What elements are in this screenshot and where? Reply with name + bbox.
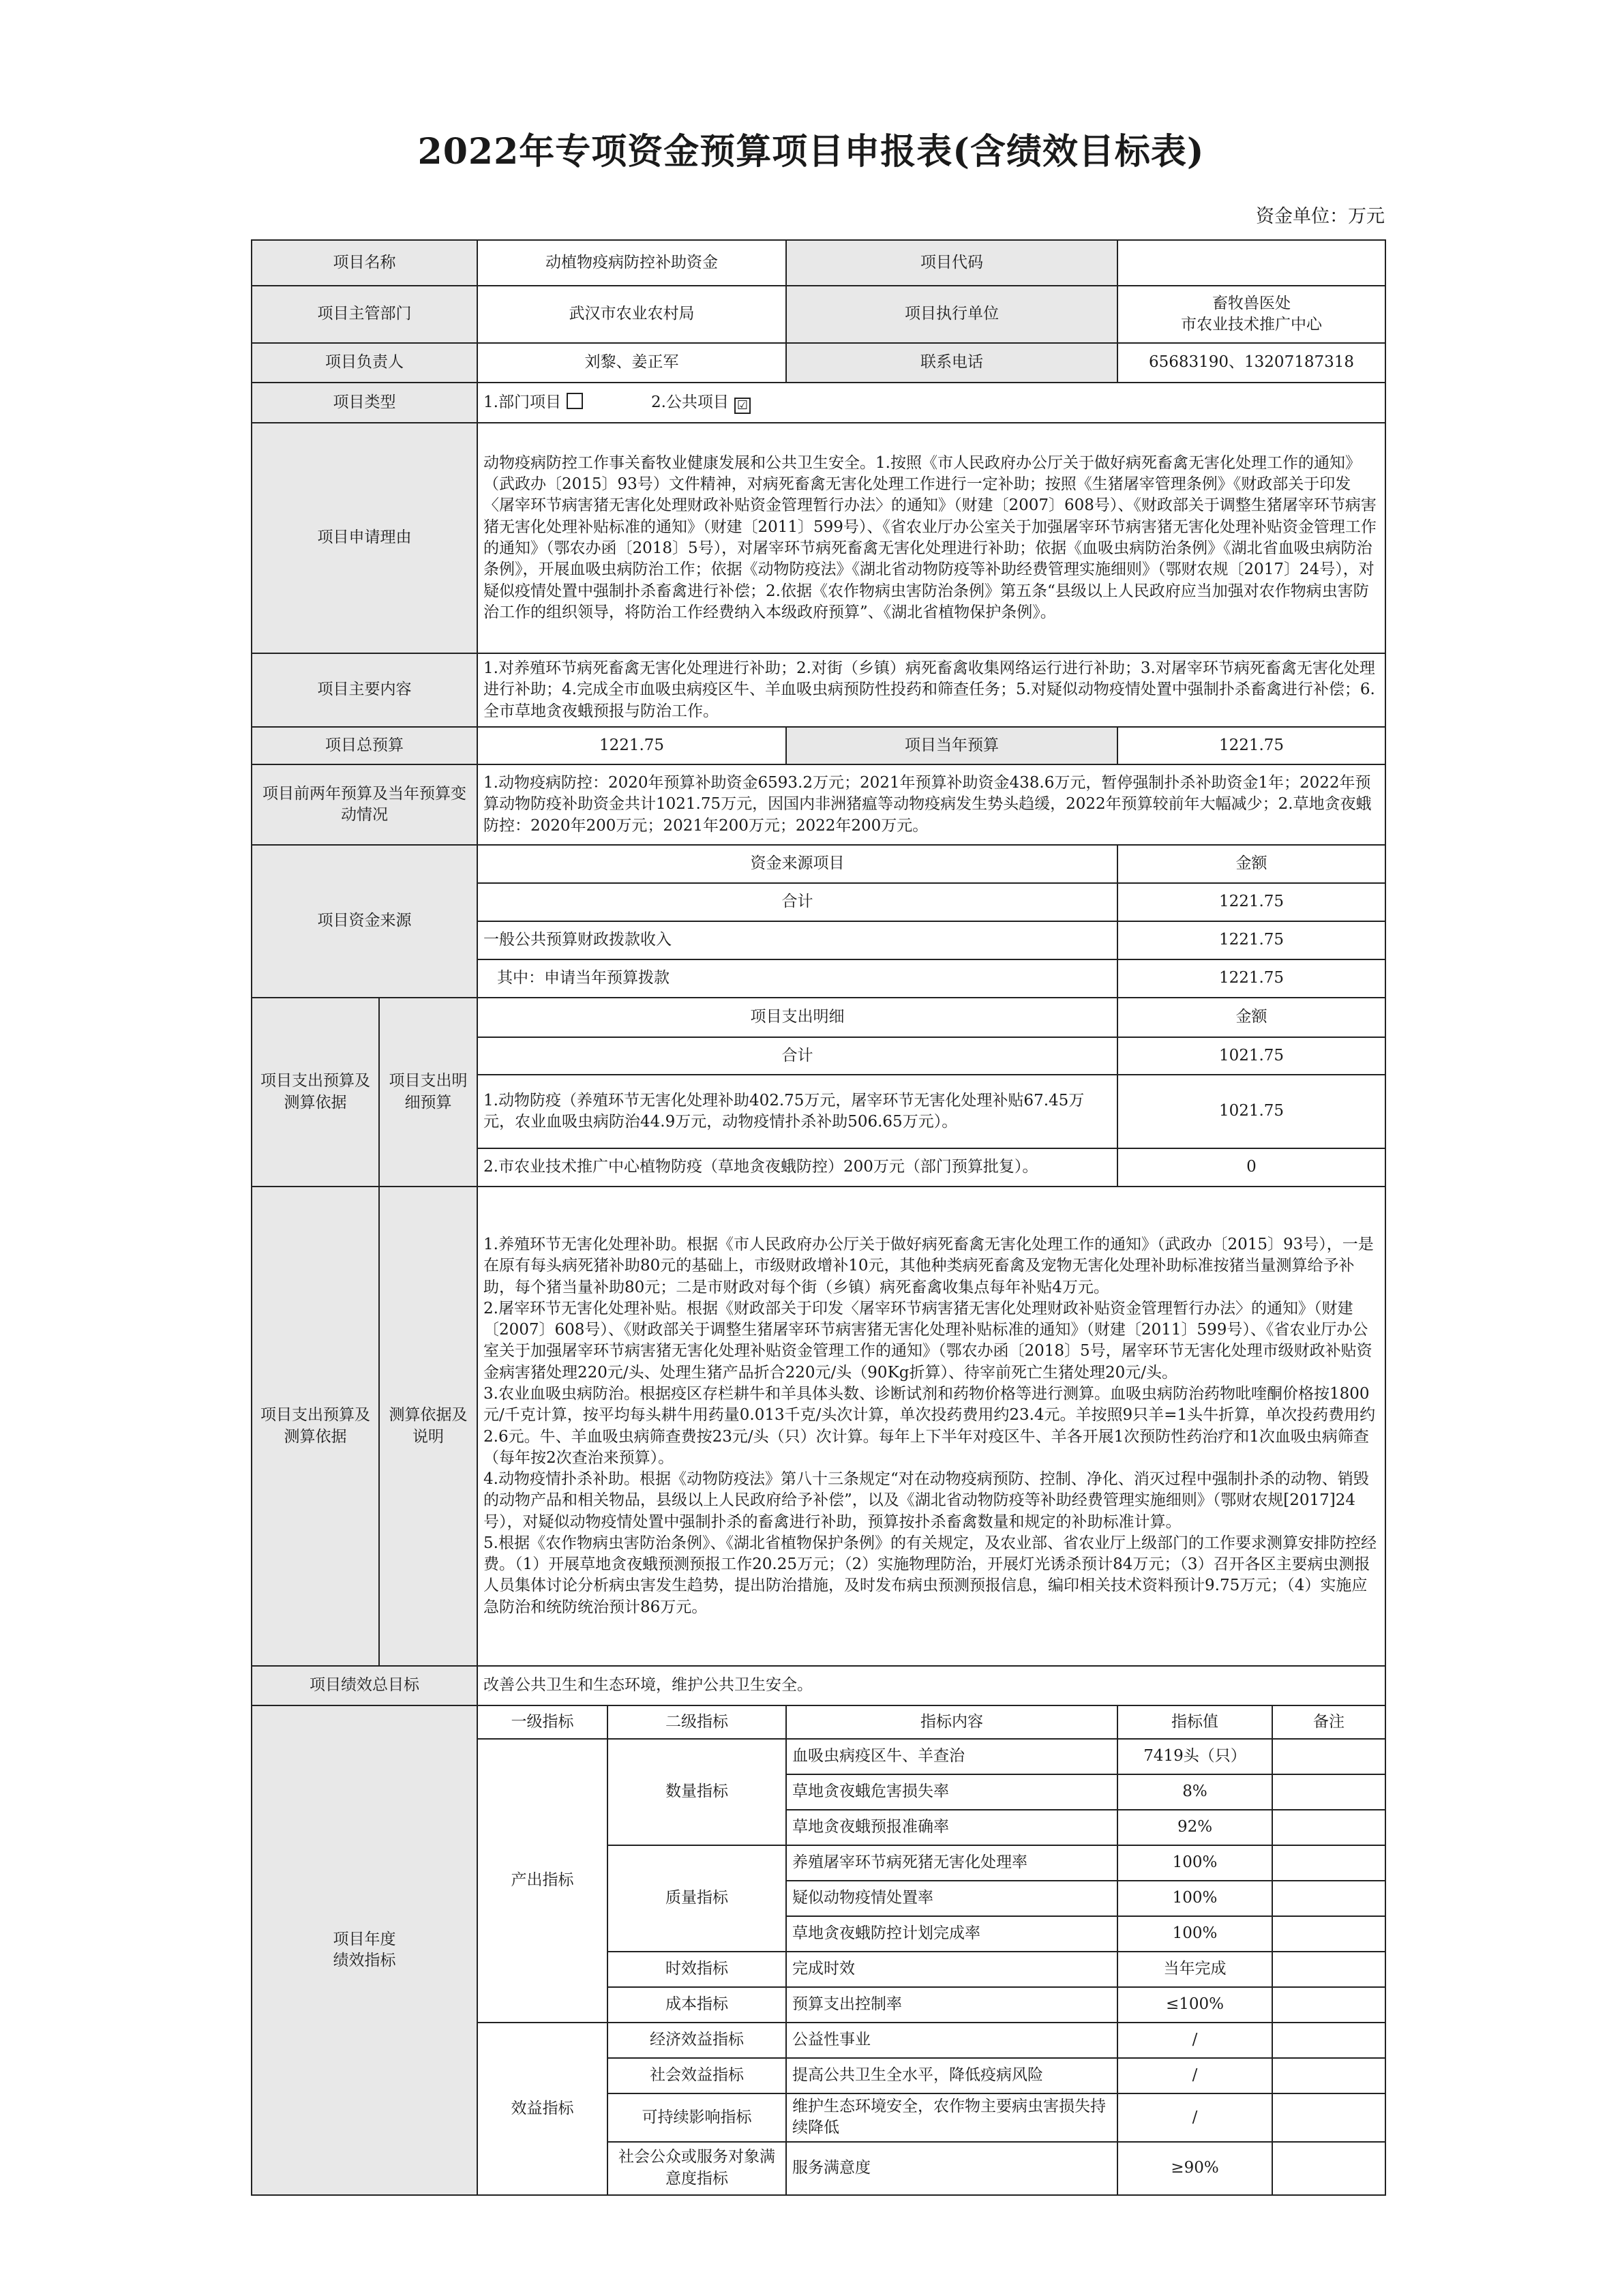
exec-unit-line-2: 市农业技术推广中心 bbox=[1181, 316, 1322, 333]
change-label: 项目前两年预算及当年预算变动情况 bbox=[252, 764, 477, 845]
expense-col-header: 项目支出明细 bbox=[477, 998, 1117, 1037]
indicator-remark bbox=[1272, 1952, 1385, 1987]
indicator-remark bbox=[1272, 2142, 1385, 2195]
public-checkbox[interactable]: ☑ bbox=[734, 398, 751, 414]
perf-label-line-1: 项目年度 bbox=[333, 1930, 396, 1948]
indicator-content: 完成时效 bbox=[786, 1952, 1117, 1987]
type-option-department: 1.部门项目 bbox=[483, 393, 561, 411]
type-option-public: 2.公共项目 bbox=[650, 393, 729, 411]
indicator-value: 100% bbox=[1117, 1845, 1272, 1881]
indicator-remark bbox=[1272, 1739, 1385, 1774]
exec-unit-line-1: 畜牧兽医处 bbox=[1212, 294, 1291, 312]
change-text: 1.动物疫病防控：2020年预算补助资金6593.2万元；2021年预算补助资金438.6万元，暂停强制扑杀补助资金1年；2022年预算动物防疫补助资金共计1021.75万元，因国内非洲猪瘟等动物疫病发生势头趋缓，2022年预算较前年大幅减少；2.草地贪夜蛾防控：2020年200万元；2021年200万元；2022年200万元。 bbox=[477, 764, 1385, 845]
indicator-value: 100% bbox=[1117, 1881, 1272, 1916]
indicator-remark bbox=[1272, 2093, 1385, 2142]
project-name-value: 动植物疫病防控补助资金 bbox=[477, 240, 786, 286]
type-label: 项目类型 bbox=[252, 383, 477, 423]
econ-indicator-label: 经济效益指标 bbox=[607, 2023, 786, 2058]
perf-header-level2: 二级指标 bbox=[607, 1705, 786, 1739]
dept-value: 武汉市农业农村局 bbox=[477, 286, 786, 343]
indicator-remark bbox=[1272, 1881, 1385, 1916]
output-indicator-label: 产出指标 bbox=[477, 1739, 607, 2023]
basis-text bbox=[477, 1187, 1385, 1666]
expense-detail-label: 项目支出明细预算 bbox=[379, 998, 477, 1187]
basis-paragraph: 5.根据《农作物病虫害防治条例》、《湖北省植物保护条例》的有关规定，及农业部、省农业厅上级部门的工作要求测算安排防控经费。（1）开展草地贪夜蛾预测预报工作20.25万元；（2）实施物理防治，开展灯光诱杀预计84万元；（3）召开各区主要病虫测报人员集体讨论分析病虫害发生趋势，提出防治措施，及时发布病虫预测预报信息，编印相关技术资料预计9.75万元；（4）实施应急防治和统防统治预计86万元。 bbox=[483, 1534, 1377, 1616]
project-code-label: 项目代码 bbox=[786, 240, 1117, 286]
perf-header-level1: 一级指标 bbox=[477, 1705, 607, 1739]
goal-label: 项目绩效总目标 bbox=[252, 1666, 477, 1705]
basis-paragraph: 1.养殖环节无害化处理补助。根据《市人民政府办公厅关于做好病死畜禽无害化处理工作的通知》（武政办〔2015〕93号），一是在原有每头病死猪补助80元的基础上，市级财政增补10元，其他种类病死畜禽及宠物无害化处理补助标准按猪当量测算给予补助，每个猪当量补助80元；二是市财政对每个街（乡镇）病死畜禽收集点每年补贴4万元。 bbox=[483, 1236, 1374, 1296]
expense-amount-header: 金额 bbox=[1117, 998, 1385, 1037]
basis-paragraph: 4.动物疫情扑杀补助。根据《动物防疫法》第八十三条规定“对在动物疫病预防、控制、净化、消灭过程中强制扑杀的动物、销毁的动物产品和相关物品，县级以上人民政府给予补偿”，以及《湖北省动物防疫等补助经费管理实施细则》（鄂财农规[2017]24号），对疑似动物疫情处置中强制扑杀的畜禽进行补助，预算按扑杀畜禽数量和规定的补助标准计算。 bbox=[483, 1470, 1369, 1531]
source-row-amount: 1221.75 bbox=[1117, 959, 1385, 998]
indicator-content: 预算支出控制率 bbox=[786, 1987, 1117, 2023]
source-row-amount: 1221.75 bbox=[1117, 921, 1385, 959]
page-title: 2022年专项资金预算项目申报表(含绩效目标表) bbox=[417, 131, 1205, 173]
time-indicator-label: 时效指标 bbox=[607, 1952, 786, 1987]
source-col-header: 资金来源项目 bbox=[477, 845, 1117, 883]
indicator-content: 血吸虫病疫区牛、羊查治 bbox=[786, 1739, 1117, 1774]
reason-text: 动物疫病防控工作事关畜牧业健康发展和公共卫生安全。1.按照《市人民政府办公厅关于做好病死畜禽无害化处理工作的通知》（武政办〔2015〕93号）文件精神，对病死畜禽无害化处理工作进行一定补助；按照《生猪屠宰管理条例》《财政部关于印发〈屠宰环节病害猪无害化处理财政补贴资金管理暂行办法〉的通知》（财建〔2007〕608号）、《财政部关于调整生猪屠宰环节病害猪无害化处理补贴标准的通知》（财建〔2011〕599号）、《省农业厅办公室关于加强屠宰环节病害猪无害化处理补贴资金管理工作的通知》（鄂农办函〔2018〕5号），对屠宰环节病死畜禽无害化处理进行补助；依据《血吸虫病防治条例》《湖北省血吸虫病防治条例》，开展血吸虫病防治工作；依据《动物防疫法》《湖北省动物防疫等补助经费管理实施细则》（鄂财农规〔2017〕24号），对疑似疫情处置中强制扑杀畜禽进行补偿；2.依据《农作物病虫害防治条例》第五条“县级以上人民政府应当加强对农作物病虫害防治工作的组织领导，将防治工作经费纳入本级政府预算”、《湖北省植物保护条例》。 bbox=[477, 423, 1385, 653]
indicator-value: / bbox=[1117, 2058, 1272, 2093]
indicator-value: / bbox=[1117, 2093, 1272, 2142]
total-budget-label: 项目总预算 bbox=[252, 727, 477, 764]
expense-row-name: 2.市农业技术推广中心植物防疫（草地贪夜蛾防控）200万元（部门预算批复）。 bbox=[477, 1148, 1117, 1187]
source-amount-header: 金额 bbox=[1117, 845, 1385, 883]
content-text: 1.对养殖环节病死畜禽无害化处理进行补助；2.对街（乡镇）病死畜禽收集网络运行进行补助；3.对屠宰环节病死畜禽无害化处理进行补助；4.完成全市血吸虫病疫区牛、羊血吸虫病预防性投药和筛查任务；5.对疑似动物疫情处置中强制扑杀畜禽进行补偿；6.全市草地贪夜蛾预报与防治工作。 bbox=[477, 653, 1385, 727]
exec-unit-value bbox=[1117, 286, 1385, 343]
indicator-content: 公益性事业 bbox=[786, 2023, 1117, 2058]
indicator-content: 提高公共卫生全水平，降低疫病风险 bbox=[786, 2058, 1117, 2093]
basis-paragraph: 3.农业血吸虫病防治。根据疫区存栏耕牛和羊具体头数、诊断试剂和药物价格等进行测算。血吸虫病防治药物吡喹酮价格按1800元/千克计算，按平均每头耕牛用药量0.013千克/头次计算，单次投药费用约23.4元。羊按照9只羊=1头牛折算，单次投药费用约2.6元。牛、羊血吸虫病筛查费按23元/头（只）次计算。每年上下半年对疫区牛、羊各开展1次预防性药治疗和1次血吸虫病筛查（每年按2次查治来预算）。 bbox=[483, 1384, 1376, 1467]
dept-label: 项目主管部门 bbox=[252, 286, 477, 343]
indicator-value: 7419头（只） bbox=[1117, 1739, 1272, 1774]
indicator-content: 维护生态环境安全，农作物主要病虫害损失持续降低 bbox=[786, 2093, 1117, 2142]
indicator-value: / bbox=[1117, 2023, 1272, 2058]
basis-paragraph: 2.屠宰环节无害化处理补贴。根据《财政部关于印发〈屠宰环节病害猪无害化处理财政补贴资金管理暂行办法〉的通知》（财建〔2007〕608号）、《财政部关于调整生猪屠宰环节病害猪无害化处理补贴标准的通知》（财建〔2011〕599号）、《省农业厅办公室关于加强屠宰环节病害猪无害化处理补贴资金管理工作的通知》（鄂农办函〔2018〕5号，屠宰环节无害化处理市级财政补贴资金病害猪处理220元/头、处理生猪产品折合220元/头（90Kg折算）、待宰前死亡生猪处理20元/头。 bbox=[483, 1299, 1372, 1382]
indicator-content: 疑似动物疫情处置率 bbox=[786, 1881, 1117, 1916]
department-checkbox[interactable] bbox=[567, 393, 583, 409]
total-budget-value: 1221.75 bbox=[477, 727, 786, 764]
indicator-remark bbox=[1272, 1987, 1385, 2023]
indicator-remark bbox=[1272, 2058, 1385, 2093]
exec-unit-label: 项目执行单位 bbox=[786, 286, 1117, 343]
quality-indicator-label: 质量指标 bbox=[607, 1845, 786, 1952]
perf-header-content: 指标内容 bbox=[786, 1705, 1117, 1739]
expense-row-name: 合计 bbox=[477, 1037, 1117, 1075]
indicator-remark bbox=[1272, 1845, 1385, 1881]
indicator-value: ≤100% bbox=[1117, 1987, 1272, 2023]
perf-header-remark: 备注 bbox=[1272, 1705, 1385, 1739]
perf-header-value: 指标值 bbox=[1117, 1705, 1272, 1739]
goal-text: 改善公共卫生和生态环境，维护公共卫生安全。 bbox=[477, 1666, 1385, 1705]
source-row-name: 合计 bbox=[477, 883, 1117, 921]
expense-row-amount: 1021.75 bbox=[1117, 1075, 1385, 1148]
cost-indicator-label: 成本指标 bbox=[607, 1987, 786, 2023]
indicator-value: 100% bbox=[1117, 1916, 1272, 1952]
quantity-indicator-label: 数量指标 bbox=[607, 1739, 786, 1845]
reason-label: 项目申请理由 bbox=[252, 423, 477, 653]
satisfaction-indicator-label: 社会公众或服务对象满意度指标 bbox=[607, 2142, 786, 2195]
indicator-remark bbox=[1272, 1810, 1385, 1845]
indicator-content: 服务满意度 bbox=[786, 2142, 1117, 2195]
indicator-content: 草地贪夜蛾防控计划完成率 bbox=[786, 1916, 1117, 1952]
expense-row-amount: 0 bbox=[1117, 1148, 1385, 1187]
perf-label-line-2: 绩效指标 bbox=[333, 1951, 396, 1969]
expense-label: 项目支出预算及测算依据 bbox=[252, 998, 379, 1187]
application-form-table bbox=[251, 239, 1386, 2196]
basis-sub-label: 测算依据及说明 bbox=[379, 1187, 477, 1666]
leader-label: 项目负责人 bbox=[252, 343, 477, 383]
social-indicator-label: 社会效益指标 bbox=[607, 2058, 786, 2093]
phone-label: 联系电话 bbox=[786, 343, 1117, 383]
type-options bbox=[477, 383, 1385, 423]
indicator-remark bbox=[1272, 1774, 1385, 1810]
indicator-value: 当年完成 bbox=[1117, 1952, 1272, 1987]
project-name-label: 项目名称 bbox=[252, 240, 477, 286]
phone-value: 65683190、13207187318 bbox=[1117, 343, 1385, 383]
indicator-value: 8% bbox=[1117, 1774, 1272, 1810]
indicator-remark bbox=[1272, 1916, 1385, 1952]
indicator-value: ≥90% bbox=[1117, 2142, 1272, 2195]
source-row-amount: 1221.75 bbox=[1117, 883, 1385, 921]
indicator-content: 草地贪夜蛾预报准确率 bbox=[786, 1810, 1117, 1845]
source-row-name: 一般公共预算财政拨款收入 bbox=[477, 921, 1117, 959]
year-budget-label: 项目当年预算 bbox=[786, 727, 1117, 764]
expense-row-name: 1.动物防疫（养殖环节无害化处理补助402.75万元，屠宰环节无害化处理补贴67.45万元，农业血吸虫病防治44.9万元，动物疫情扑杀补助506.65万元）。 bbox=[477, 1075, 1117, 1148]
basis-label: 项目支出预算及测算依据 bbox=[252, 1187, 379, 1666]
fund-unit: 资金单位：万元 bbox=[1256, 206, 1385, 227]
indicator-remark bbox=[1272, 2023, 1385, 2058]
content-label: 项目主要内容 bbox=[252, 653, 477, 727]
expense-row-amount: 1021.75 bbox=[1117, 1037, 1385, 1075]
indicator-content: 养殖屠宰环节病死猪无害化处理率 bbox=[786, 1845, 1117, 1881]
year-budget-value: 1221.75 bbox=[1117, 727, 1385, 764]
leader-value: 刘黎、姜正军 bbox=[477, 343, 786, 383]
indicator-value: 92% bbox=[1117, 1810, 1272, 1845]
perf-label bbox=[252, 1705, 477, 2195]
source-label: 项目资金来源 bbox=[252, 845, 477, 998]
project-code-value bbox=[1117, 240, 1385, 286]
benefit-indicator-label: 效益指标 bbox=[477, 2023, 607, 2195]
source-row-name: 其中：申请当年预算拨款 bbox=[477, 959, 1117, 998]
sustain-indicator-label: 可持续影响指标 bbox=[607, 2093, 786, 2142]
indicator-content: 草地贪夜蛾危害损失率 bbox=[786, 1774, 1117, 1810]
